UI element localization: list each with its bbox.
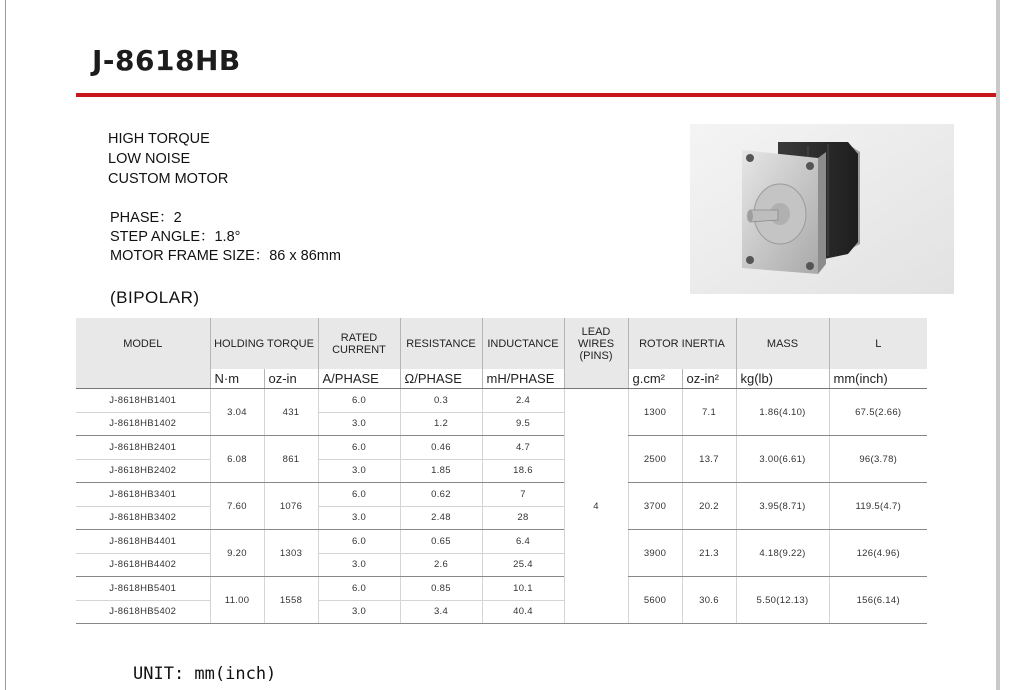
torque-nm-cell: 3.04 xyxy=(210,389,264,436)
length-cell: 126(4.96) xyxy=(829,530,927,577)
table-row xyxy=(76,483,927,507)
mass-cell: 5.50(12.13) xyxy=(736,577,829,624)
page-right-edge xyxy=(996,0,1000,690)
unit-inertia-g: g.cm² xyxy=(628,369,682,389)
lead-wires-cell: 4 xyxy=(564,389,628,624)
spec-table xyxy=(76,318,927,624)
resistance-cell: 1.85 xyxy=(400,459,482,483)
inertia-g-cell: 2500 xyxy=(628,436,682,483)
length-cell: 96(3.78) xyxy=(829,436,927,483)
unit-mass: kg(lb) xyxy=(736,369,829,389)
header-lead-wires-label: LEAD WIRES xyxy=(577,325,615,350)
resistance-cell: 0.85 xyxy=(400,577,482,601)
inductance-cell: 25.4 xyxy=(482,553,564,577)
header-mass: MASS xyxy=(736,318,829,369)
model-cell: J-8618HB2402 xyxy=(76,459,210,483)
inertia-g-cell: 5600 xyxy=(628,577,682,624)
header-rated-current: RATED CURRENT xyxy=(318,318,400,369)
model-cell: J-8618HB4402 xyxy=(76,553,210,577)
length-cell: 156(6.14) xyxy=(829,577,927,624)
unit-lead-wires-blank xyxy=(564,369,628,389)
feature-item: HIGH TORQUE xyxy=(108,131,210,147)
current-cell: 3.0 xyxy=(318,459,400,483)
current-cell: 6.0 xyxy=(318,577,400,601)
table-row xyxy=(76,436,927,460)
table-row xyxy=(76,577,927,601)
model-cell: J-8618HB4401 xyxy=(76,530,210,554)
inductance-cell: 7 xyxy=(482,483,564,507)
resistance-cell: 0.3 xyxy=(400,389,482,413)
current-cell: 6.0 xyxy=(318,530,400,554)
mass-cell: 4.18(9.22) xyxy=(736,530,829,577)
inertia-g-cell: 3700 xyxy=(628,483,682,530)
header-lead-wires xyxy=(564,318,628,369)
feature-list xyxy=(108,129,228,189)
spec-list xyxy=(110,209,341,266)
unit-resistance: Ω/PHASE xyxy=(400,369,482,389)
model-cell: J-8618HB2401 xyxy=(76,436,210,460)
inertia-g-cell: 3900 xyxy=(628,530,682,577)
resistance-cell: 2.48 xyxy=(400,506,482,530)
torque-nm-cell: 9.20 xyxy=(210,530,264,577)
header-resistance: RESISTANCE xyxy=(400,318,482,369)
torque-ozin-cell: 431 xyxy=(264,389,318,436)
bipolar-label: (BIPOLAR) xyxy=(110,288,200,307)
header-holding-torque: HOLDING TORQUE xyxy=(210,318,318,369)
current-cell: 6.0 xyxy=(318,436,400,460)
inductance-cell: 28 xyxy=(482,506,564,530)
inertia-oz-cell: 20.2 xyxy=(682,483,736,530)
header-lead-wires-sub: (PINS) xyxy=(579,349,613,362)
mass-cell: 3.95(8.71) xyxy=(736,483,829,530)
length-cell: 67.5(2.66) xyxy=(829,389,927,436)
inductance-cell: 10.1 xyxy=(482,577,564,601)
inertia-oz-cell: 30.6 xyxy=(682,577,736,624)
resistance-cell: 2.6 xyxy=(400,553,482,577)
torque-ozin-cell: 1076 xyxy=(264,483,318,530)
resistance-cell: 0.46 xyxy=(400,436,482,460)
model-cell: J-8618HB5402 xyxy=(76,600,210,624)
spec-frame-size: MOTOR FRAME SIZE：86 x 86mm xyxy=(110,248,341,264)
current-cell: 3.0 xyxy=(318,412,400,436)
current-cell: 3.0 xyxy=(318,506,400,530)
motor-photo xyxy=(690,124,954,294)
length-cell: 119.5(4.7) xyxy=(829,483,927,530)
inertia-oz-cell: 7.1 xyxy=(682,389,736,436)
torque-ozin-cell: 861 xyxy=(264,436,318,483)
current-cell: 6.0 xyxy=(318,389,400,413)
current-cell: 3.0 xyxy=(318,553,400,577)
unit-length: mm(inch) xyxy=(829,369,927,389)
current-cell: 3.0 xyxy=(318,600,400,624)
unit-torque-nm: N·m xyxy=(210,369,264,389)
table-row xyxy=(76,530,927,554)
page-title: J-8618HB xyxy=(92,44,241,77)
torque-nm-cell: 7.60 xyxy=(210,483,264,530)
inductance-cell: 9.5 xyxy=(482,412,564,436)
unit-note: UNIT: mm(inch) xyxy=(133,664,277,684)
header-length: L xyxy=(829,318,927,369)
unit-inertia-oz: oz-in² xyxy=(682,369,736,389)
model-cell: J-8618HB3401 xyxy=(76,483,210,507)
torque-ozin-cell: 1558 xyxy=(264,577,318,624)
header-model: MODEL xyxy=(76,318,210,369)
stepper-motor-image xyxy=(690,124,954,294)
mass-cell: 3.00(6.61) xyxy=(736,436,829,483)
resistance-cell: 3.4 xyxy=(400,600,482,624)
inertia-oz-cell: 21.3 xyxy=(682,530,736,577)
unit-current: A/PHASE xyxy=(318,369,400,389)
header-rotor-inertia: ROTOR INERTIA xyxy=(628,318,736,369)
inductance-cell: 4.7 xyxy=(482,436,564,460)
model-cell: J-8618HB1401 xyxy=(76,389,210,413)
unit-inductance: mH/PHASE xyxy=(482,369,564,389)
inertia-g-cell: 1300 xyxy=(628,389,682,436)
model-cell: J-8618HB5401 xyxy=(76,577,210,601)
header-inductance: INDUCTANCE xyxy=(482,318,564,369)
feature-item: LOW NOISE xyxy=(108,151,191,167)
spec-step-angle: STEP ANGLE：1.8° xyxy=(110,229,241,245)
resistance-cell: 0.65 xyxy=(400,530,482,554)
torque-ozin-cell: 1303 xyxy=(264,530,318,577)
feature-item: CUSTOM MOTOR xyxy=(108,171,229,187)
model-cell: J-8618HB1402 xyxy=(76,412,210,436)
unit-torque-ozin: oz-in xyxy=(264,369,318,389)
table-row xyxy=(76,389,927,413)
inductance-cell: 6.4 xyxy=(482,530,564,554)
current-cell: 6.0 xyxy=(318,483,400,507)
mass-cell: 1.86(4.10) xyxy=(736,389,829,436)
inductance-cell: 2.4 xyxy=(482,389,564,413)
model-cell: J-8618HB3402 xyxy=(76,506,210,530)
inertia-oz-cell: 13.7 xyxy=(682,436,736,483)
unit-model-blank xyxy=(76,369,210,389)
torque-nm-cell: 6.08 xyxy=(210,436,264,483)
inductance-cell: 18.6 xyxy=(482,459,564,483)
resistance-cell: 1.2 xyxy=(400,412,482,436)
inductance-cell: 40.4 xyxy=(482,600,564,624)
page-left-edge xyxy=(5,0,6,690)
torque-nm-cell: 11.00 xyxy=(210,577,264,624)
spec-phase: PHASE：2 xyxy=(110,210,182,226)
spec-table-body xyxy=(76,389,927,624)
resistance-cell: 0.62 xyxy=(400,483,482,507)
title-divider xyxy=(76,93,996,97)
